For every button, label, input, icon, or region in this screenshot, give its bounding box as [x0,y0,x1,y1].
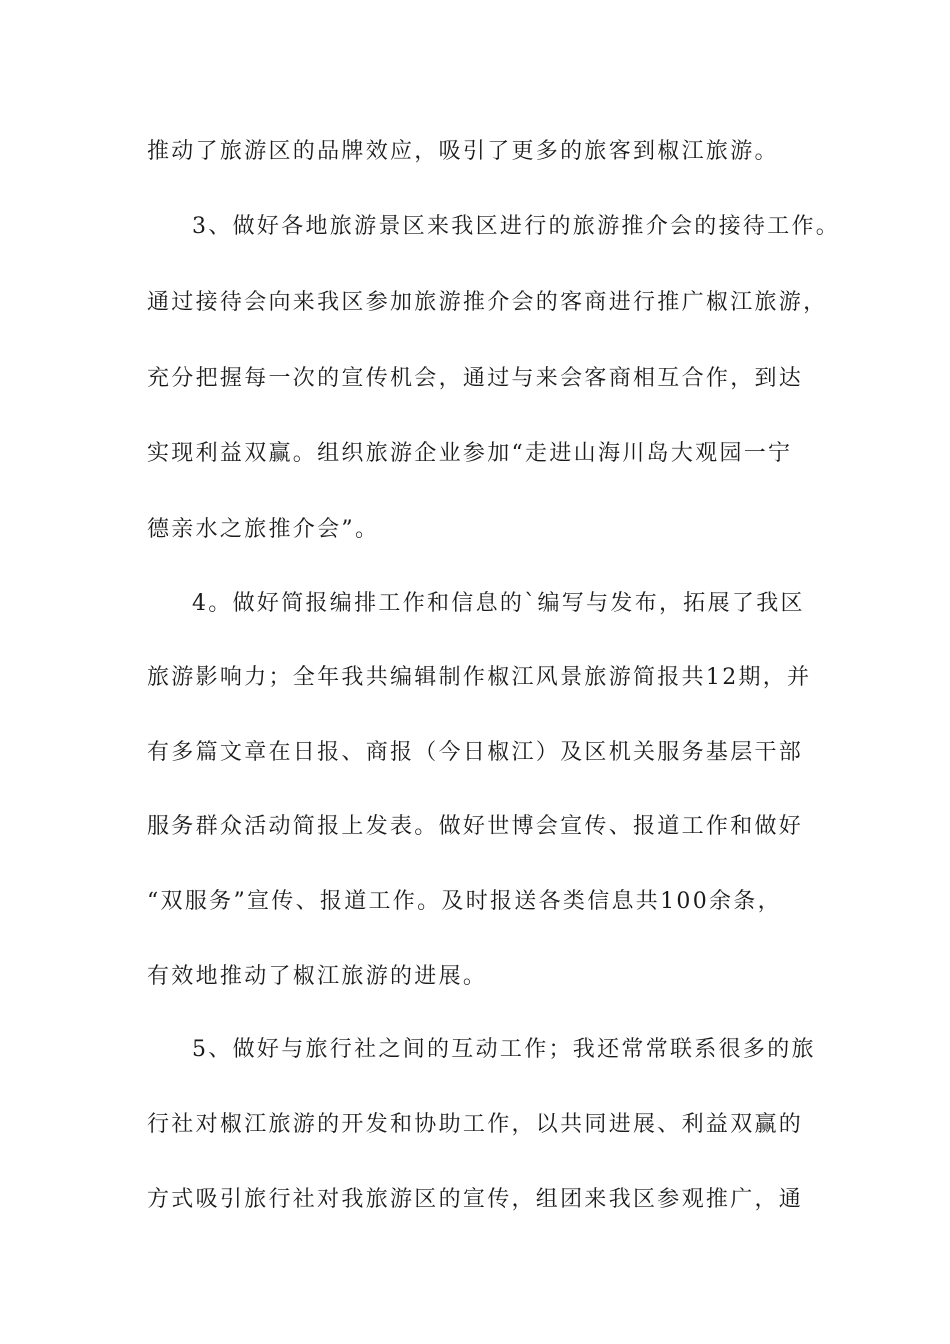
text-line: 通过接待会向来我区参加旅游推介会的客商进行推广椒江旅游， [147,290,828,315]
text-line: 服务群众活动简报上发表。做好世博会宣传、报道工作和做好 [147,814,804,839]
text-line: 德亲水之旅推介会”。 [147,517,380,542]
text-line: 方式吸引旅行社对我旅游区的宣传，组团来我区参观推广，通 [147,1187,804,1212]
text-line: 3、做好各地旅游景区来我区进行的旅游推介会的接待工作。 [192,214,841,239]
text-line: 推动了旅游区的品牌效应，吸引了更多的旅客到椒江旅游。 [147,139,779,164]
text-line: 旅游影响力；全年我共编辑制作椒江风景旅游简报共12期，并 [147,665,812,690]
text-line: 行社对椒江旅游的开发和协助工作，以共同进展、利益双赢的 [147,1112,804,1137]
text-line: 4。做好简报编排工作和信息的`编写与发布，拓展了我区 [192,591,805,616]
text-line: “双服务”宣传、报道工作。及时报送各类信息共100余条， [147,889,782,914]
text-line: 实现利益双赢。组织旅游企业参加“走进山海川岛大观园一宁 [147,441,793,466]
text-line: 5、做好与旅行社之间的互动工作；我还常常联系很多的旅 [192,1037,816,1062]
text-line: 有效地推动了椒江旅游的进展。 [147,964,488,989]
text-line: 有多篇文章在日报、商报（今日椒江）及区机关服务基层干部 [147,740,804,765]
text-line: 充分把握每一次的宣传机会，通过与来会客商相互合作，到达 [147,366,804,391]
